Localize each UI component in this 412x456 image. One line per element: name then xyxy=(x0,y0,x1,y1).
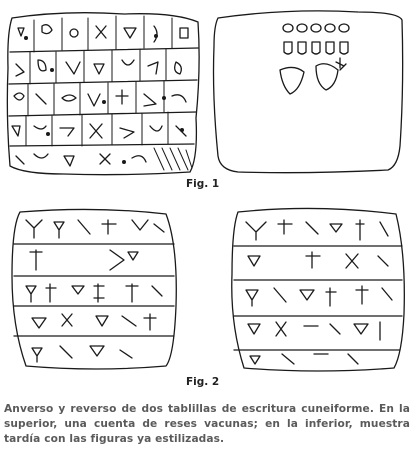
fig1-reverse-tablet-drawing xyxy=(208,6,408,176)
fig2-reverse-tablet-drawing xyxy=(226,204,410,374)
fig1-label: Fig. 1 xyxy=(186,178,220,190)
figure-caption: Anverso y reverso de dos tablillas de escritura cuneiforme. En la superior, una cuenta de reses vacunas; en la inferior, muestra tardía con las figuras ya estilizadas. xyxy=(4,403,410,445)
fig1-obverse-tablet-drawing xyxy=(4,8,202,178)
fig2-label: Fig. 2 xyxy=(186,376,220,388)
fig2-obverse-tablet-drawing xyxy=(6,206,182,372)
